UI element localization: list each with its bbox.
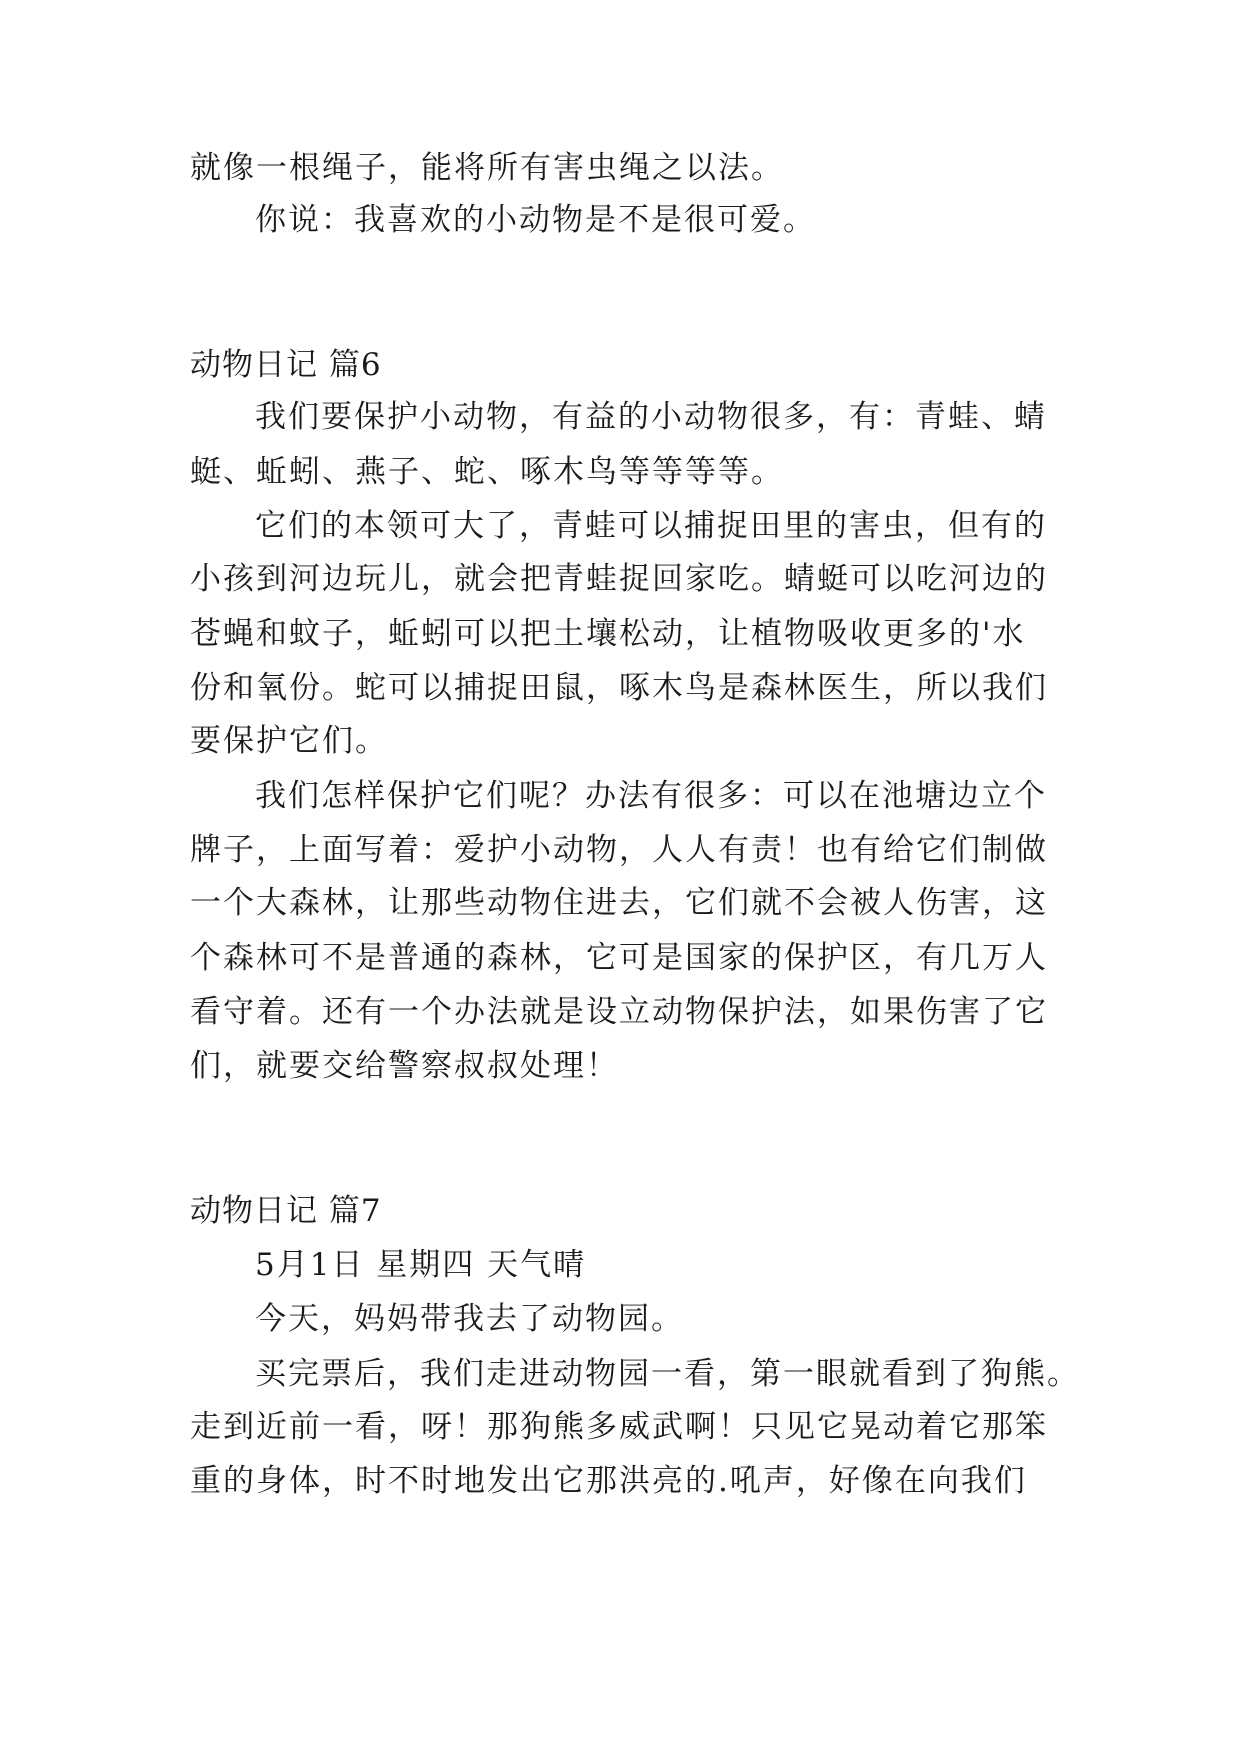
date-line: 5月1日 星期四 天气晴 — [255, 1247, 587, 1283]
paragraph-line: 要保护它们。 — [190, 723, 388, 759]
paragraph-line: 我们怎样保护它们呢？办法有很多：可以在池塘边立个 — [255, 778, 1047, 814]
paragraph-line: 重的身体，时不时地发出它那洪亮的.吼声，好像在向我们 — [190, 1463, 1027, 1499]
paragraph-line: 蜓、蚯蚓、燕子、蛇、啄木鸟等等等等。 — [190, 454, 784, 490]
paragraph-line: 小孩到河边玩儿，就会把青蛙捉回家吃。蜻蜓可以吃河边的 — [190, 561, 1048, 597]
paragraph-line: 今天，妈妈带我去了动物园。 — [255, 1301, 684, 1337]
paragraph-line: 走到近前一看，呀！那狗熊多威武啊！只见它晃动着它那笨 — [190, 1409, 1048, 1445]
paragraph-line: 份和氧份。蛇可以捕捉田鼠，啄木鸟是森林医生，所以我们 — [190, 670, 1048, 706]
paragraph-line: 买完票后，我们走进动物园一看，第一眼就看到了狗熊。 — [255, 1356, 1080, 1392]
paragraph-line: 个森林可不是普通的森林，它可是国家的保护区，有几万人 — [190, 940, 1048, 976]
paragraph-line: 你说：我喜欢的小动物是不是很可爱。 — [255, 202, 816, 238]
paragraph-line: 看守着。还有一个办法就是设立动物保护法，如果伤害了它 — [190, 994, 1048, 1030]
section-heading: 动物日记 篇7 — [190, 1193, 382, 1229]
paragraph-line: 它们的本领可大了，青蛙可以捕捉田里的害虫，但有的 — [255, 508, 1047, 544]
paragraph-line: 们，就要交给警察叔叔处理！ — [190, 1048, 619, 1084]
paragraph-line: 苍蝇和蚊子，蚯蚓可以把土壤松动，让植物吸收更多的'水 — [190, 616, 1026, 652]
section-heading: 动物日记 篇6 — [190, 347, 382, 383]
paragraph-line: 一个大森林，让那些动物住进去，它们就不会被人伤害，这 — [190, 885, 1048, 921]
paragraph-line: 牌子，上面写着：爱护小动物，人人有责！也有给它们制做 — [190, 832, 1048, 868]
paragraph-line: 我们要保护小动物，有益的小动物很多，有：青蛙、蜻 — [255, 399, 1047, 435]
paragraph-line: 就像一根绳子，能将所有害虫绳之以法。 — [190, 150, 784, 186]
